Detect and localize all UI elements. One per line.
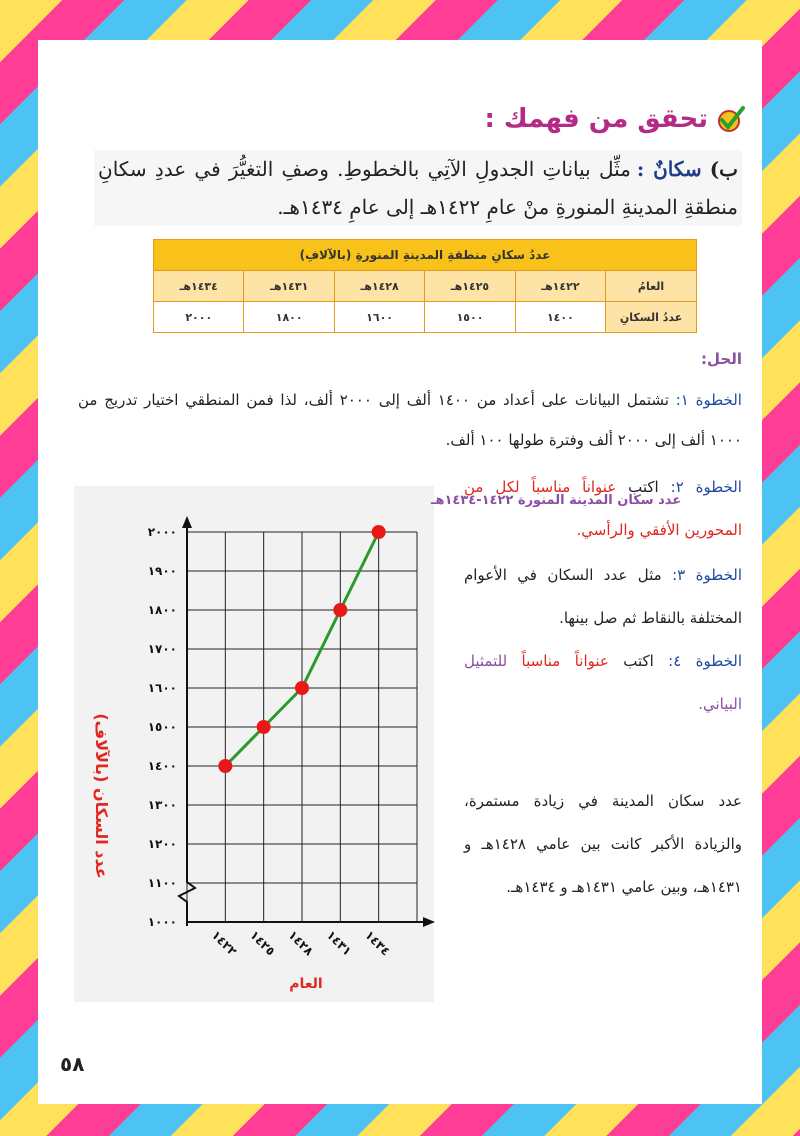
table-year-cell: ١٤٣١هـ: [244, 271, 334, 302]
problem-text: مثِّل بياناتِ الجدولِ الآتِي بالخطوطِ. وصفِ التغيُّرَ في عددِ سكانِ منطقةِ المدينةِ المنورةِ منْ عامِ ١٤٢٢هـ إلى عامِ ١٤٣٤هـ.: [98, 157, 738, 219]
step-1: [78, 380, 742, 460]
y-tick-label: ١٦٠٠: [147, 681, 177, 695]
y-tick-label: ١٩٠٠: [147, 564, 177, 578]
step-1-text: تشتمل البيانات على أعداد من ١٤٠٠ ألف إلى ٢٠٠٠ ألف، لذا فمن المنطقي اختيار تدريج من ١٠٠٠ ألف إلى ٢٠٠٠ ألف وفترة طولها ١٠٠ ألف.: [78, 391, 742, 449]
y-tick-label: ١٠٠٠: [147, 915, 177, 929]
problem-statement: [94, 150, 742, 226]
section-title-text: تحقق من فهمك :: [484, 104, 708, 134]
table-year-label: العامُ: [606, 271, 697, 302]
solution-heading: الحل:: [701, 350, 742, 368]
y-tick-label: ١٣٠٠: [147, 798, 177, 812]
section-title: [484, 104, 746, 134]
checkmark-icon: [716, 104, 746, 134]
table-year-cell: ١٤٢٢هـ: [515, 271, 605, 302]
data-point: [372, 525, 386, 539]
y-tick-label: ١١٠٠: [147, 876, 177, 890]
x-tick-label: ١٤٣١: [323, 927, 355, 959]
x-tick-label: ١٤٢٨: [285, 927, 317, 959]
page: [38, 40, 762, 1104]
problem-keyword: سكانٌ :: [636, 157, 702, 181]
y-tick-label: ١٢٠٠: [147, 837, 177, 851]
x-tick-label: ١٤٣٤: [362, 927, 393, 959]
conclusion: عدد سكان المدينة في زيادة مستمرة، والزيادة الأكبر كانت بين عامي ١٤٢٨هـ و ١٤٣١هـ، وبين عامي ١٤٣١هـ و ١٤٣٤هـ.: [464, 792, 742, 896]
step-2-label: الخطوة ٢:: [670, 478, 742, 496]
step-4-post: للتمثيل البياني.: [464, 652, 742, 713]
step-4-pre: اكتب: [623, 652, 654, 670]
data-point: [333, 603, 347, 617]
data-point: [218, 759, 232, 773]
y-axis-title: عدد السكان (بالآلاف): [92, 713, 111, 879]
step-3-text: مثل عدد السكان في الأعوام المختلفة بالنقاط ثم صل بينها.: [464, 566, 742, 627]
table-pop-label: عددُ السكانِ: [606, 302, 697, 333]
x-tick-label: ١٤٢٥: [247, 927, 278, 959]
table-pop-cell: ١٥٠٠: [425, 302, 515, 333]
step-1-label: الخطوة ١:: [675, 391, 742, 409]
step-2-highlight: عنواناً مناسباً لكل من المحورين الأفقي والرأسي.: [464, 478, 742, 539]
problem-letter: ب): [709, 157, 738, 181]
y-tick-label: ١٨٠٠: [147, 603, 177, 617]
step-4-highlight: عنواناً مناسباً: [521, 652, 609, 670]
table-year-cell: ١٤٢٥هـ: [425, 271, 515, 302]
chart-title: عدد سكان المدينة المنورة ١٤٢٢-١٤٣٤هـ: [431, 493, 682, 508]
step-2-pre: اكتب: [628, 478, 659, 496]
table-pop-cell: ١٦٠٠: [334, 302, 424, 333]
page-number: ٥٨: [60, 1052, 85, 1076]
step-4-label: الخطوة ٤:: [668, 652, 742, 670]
y-tick-label: ٢٠٠٠: [147, 525, 177, 539]
chart-background: [74, 486, 434, 1002]
table-year-cell: ١٤٣٤هـ: [154, 271, 244, 302]
step-3: [464, 554, 742, 640]
population-table: [153, 239, 697, 333]
x-axis-title: العام: [289, 976, 323, 992]
y-tick-label: ١٥٠٠: [147, 720, 177, 734]
step-2: [464, 466, 742, 552]
step-4: [464, 640, 742, 726]
step-3-label: الخطوة ٣:: [672, 566, 742, 584]
y-tick-label: ١٤٠٠: [147, 759, 177, 773]
x-tick-label: ١٤٢٢: [208, 927, 240, 959]
table-caption: عددُ سكانِ منطقةِ المدينةِ المنورةِ (بالآلافِ): [154, 240, 697, 271]
data-point: [295, 681, 309, 695]
table-pop-cell: ١٨٠٠: [244, 302, 334, 333]
table-pop-cell: ١٤٠٠: [515, 302, 605, 333]
table-year-cell: ١٤٢٨هـ: [334, 271, 424, 302]
data-point: [257, 720, 271, 734]
table-pop-cell: ٢٠٠٠: [154, 302, 244, 333]
y-tick-label: ١٧٠٠: [147, 642, 177, 656]
